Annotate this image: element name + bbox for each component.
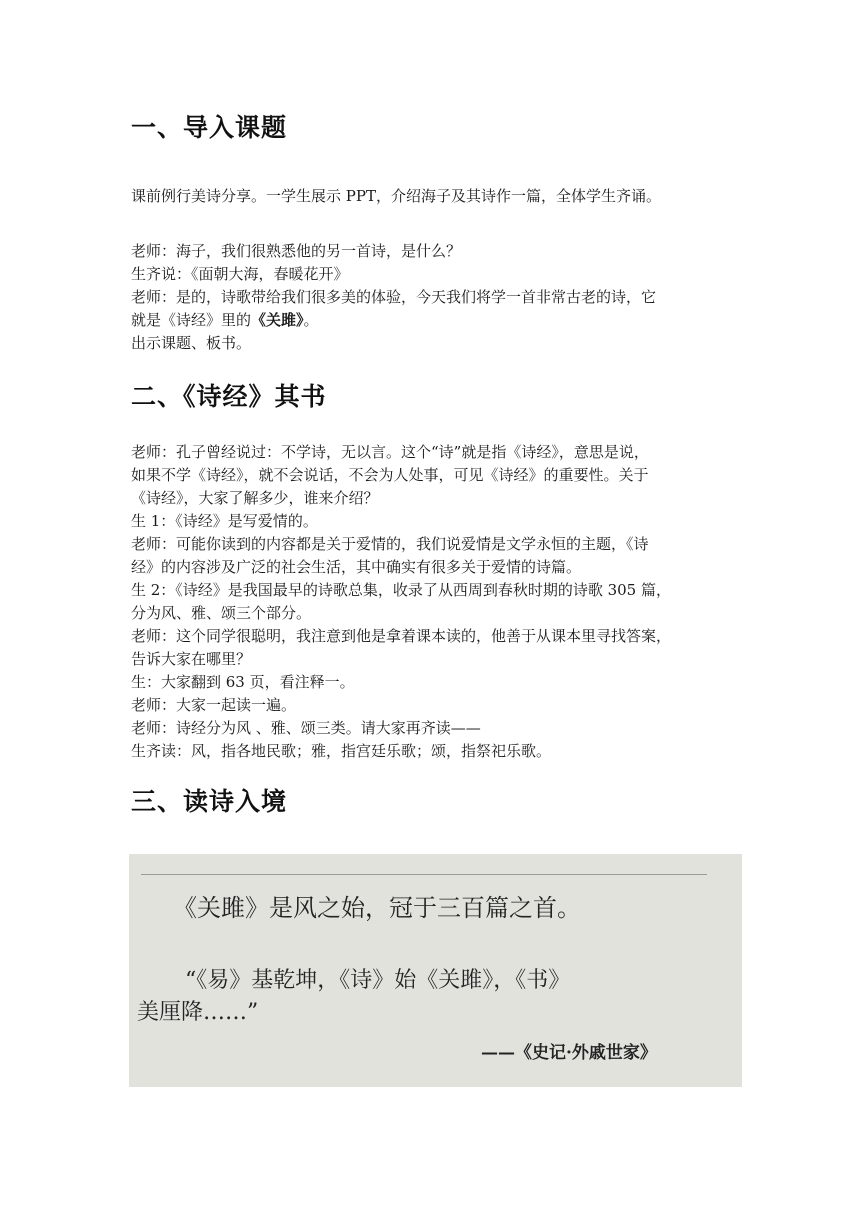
- slide-quote-source: ——《史记·外戚世家》: [481, 1043, 657, 1063]
- dialogue-line: 老师：海子，我们很熟悉他的另一首诗，是什么？: [131, 242, 462, 260]
- dialogue-line: 老师：可能你读到的内容都是关于爱情的，我们说爱情是文学永恒的主题，《诗: [131, 535, 649, 553]
- dialogue-line: [131, 309, 731, 332]
- dialogue-line: 生：大家翻到 63 页，看注释一。: [131, 673, 355, 691]
- dialogue-line: 老师：诗经分为风 、雅、颂三类。请大家再齐读——: [131, 719, 481, 737]
- slide-quote-line: 《关雎》是风之始，冠于三百篇之首。: [173, 894, 581, 922]
- intro-paragraph: [131, 185, 731, 208]
- dialogue-line: 生 1：《诗经》是写爱情的。: [131, 512, 318, 530]
- section-heading-reading: 三、读诗入境: [131, 787, 288, 816]
- dialogue-block-shijing: [131, 441, 731, 763]
- slide-image: [129, 854, 742, 1087]
- dialogue-line: 告诉大家在哪里？: [131, 650, 252, 668]
- dialogue-line: 生 2：《诗经》是我国最早的诗歌总集，收录了从西周到春秋时期的诗歌 305 篇，: [131, 581, 671, 599]
- dialogue-line: 老师：是的，诗歌带给我们很多美的体验，今天我们将学一首非常古老的诗，它: [131, 288, 657, 306]
- dialogue-line: 《诗经》，大家了解多少，谁来介绍？: [131, 489, 379, 507]
- dialogue-line: 如果不学《诗经》，就不会说话，不会为人处事，可见《诗经》的重要性。关于: [131, 466, 649, 484]
- slide-quote-line: 美厘降……”: [137, 1000, 259, 1025]
- dialogue-text: 。: [303, 311, 319, 329]
- dialogue-block-intro: [131, 240, 731, 355]
- lesson-title-bold: 《关雎》: [251, 311, 304, 329]
- dialogue-line: 生齐说：《面朝大海，春暖花开》: [131, 265, 349, 283]
- section-heading-intro: 一、导入课题: [131, 113, 288, 142]
- dialogue-line: 经》的内容涉及广泛的社会生活，其中确实有很多关于爱情的诗篇。: [131, 558, 582, 576]
- dialogue-line: 出示课题、板书。: [131, 334, 252, 352]
- dialogue-line: 生齐读：风，指各地民歌；雅，指宫廷乐歌；颂，指祭祀乐歌。: [131, 742, 552, 760]
- intro-text: 课前例行美诗分享。一学生展示 PPT，介绍海子及其诗作一篇，全体学生齐诵。: [131, 187, 661, 205]
- dialogue-text: 就是《诗经》里的: [131, 311, 252, 329]
- dialogue-line: 老师：这个同学很聪明，我注意到他是拿着课本读的，他善于从课本里寻找答案，: [131, 627, 672, 645]
- slide-divider: [141, 874, 707, 875]
- dialogue-line: 老师：孔子曾经说过：不学诗，无以言。这个“诗”就是指《诗经》，意思是说，: [131, 443, 649, 461]
- dialogue-line: 老师：大家一起读一遍。: [131, 696, 297, 714]
- section-heading-shijing: 二、《诗经》其书: [131, 382, 327, 411]
- dialogue-line: 分为风、雅、颂三个部分。: [131, 604, 312, 622]
- slide-quote-line: “《易》基乾坤，《诗》始《关雎》，《书》: [185, 968, 571, 993]
